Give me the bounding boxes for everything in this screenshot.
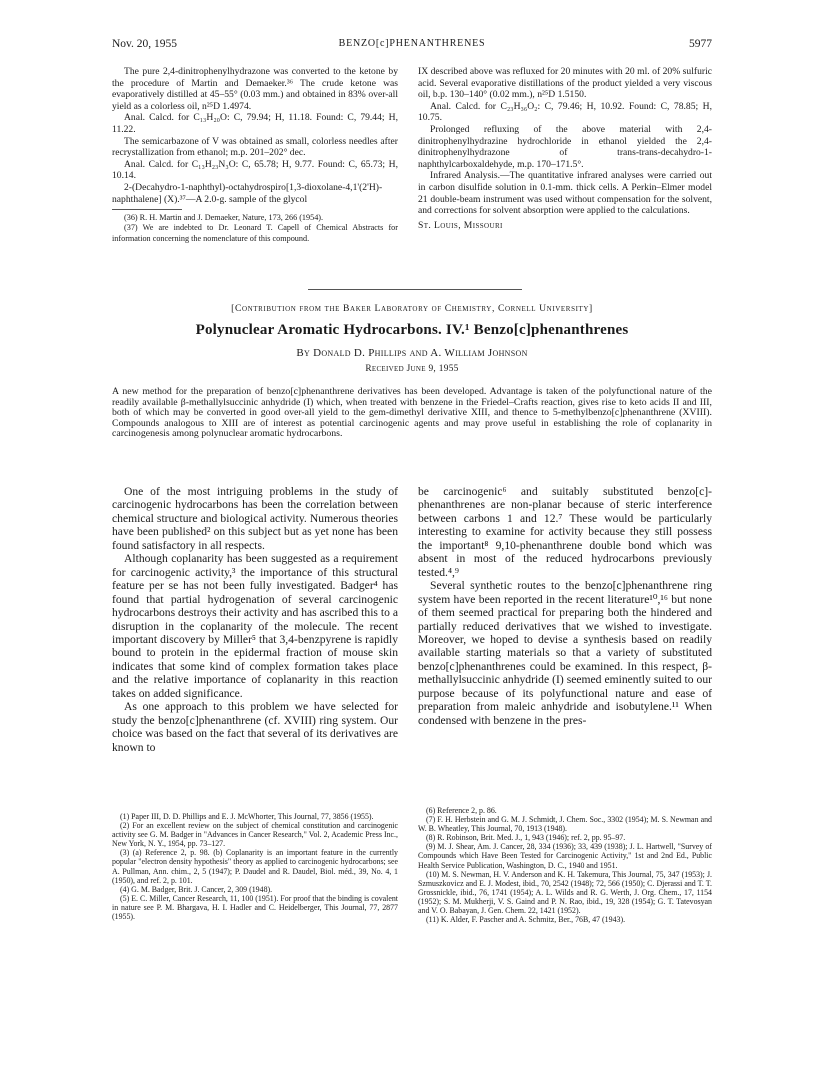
reference-item: (6) Reference 2, p. 86. [426, 806, 497, 815]
body-left-column [112, 485, 398, 754]
reference-item: (1) Paper III, D. D. Phillips and E. J. McWhorter, This Journal, 77, 3856 (1955). [120, 812, 374, 821]
reference-item: (2) For an excellent review on the subject of chemical constitution and carcinogenic activity see G. M. Badger in "Advances in Cancer Research," Vol. 2, Academic Press Inc., New York, N. Y., 1954, pp. 73–127. [112, 821, 398, 849]
references-left [112, 812, 398, 921]
paragraph: As one approach to this problem we have selected for study the benzo[c]phenanthrene (cf. XVIII) ring system. Our choice was based on the fact that several of its derivatives are known to [112, 700, 398, 754]
location-line: St. Louis, Missouri [418, 219, 503, 231]
received-date: Received June 9, 1955 [365, 364, 459, 374]
paragraph: 2-(Decahydro-1-naphthyl)-octahydrospiro[1,3-dioxolane-4,1'(2'H)-naphthalene] (X).³⁷—A 2.0-g. sample of the glycol [112, 181, 383, 205]
page-number: 5977 [689, 38, 712, 50]
reference-item: (8) R. Robinson, Brit. Med. J., 1, 943 (1946); ref. 2, pp. 95–97. [426, 833, 626, 843]
reference-item: (10) M. S. Newman, H. V. Anderson and K. H. Takemura, This Journal, 75, 347 (1953); J. Szmuszkovicz and E. J. Modest, ibid., 70, 2542 (1948); 72, 566 (1950); C. Djerassi and T. T. Grossnickle, ibid., 76, 1741 (1954); A. L. Wilds and R. G. Werth, J. Org. Chem., 17, 1154 (1952); S. M. Mukherji, V. S. Gaind and P. N. Rao, ibid., 19, 328 (1954); G. T. Tatevosyan and V. O. Babayan, J. Gen. Chem. 22, 1421 (1952). [418, 869, 712, 916]
analysis-line: Anal. Calcd. for C₁₃H₂₃N₃O: C, 65.78; H, 9.77. Found: C, 65.73; H, 10.14. [112, 158, 398, 182]
author-line: By Donald D. Phillips and A. William Johnson [296, 347, 528, 359]
paragraph: IX described above was refluxed for 20 minutes with 20 ml. of 20% sulfuric acid. Several evaporative distillations of the product yielded a very viscous oil, b.p. 130–140° (0.02 mm.), n²⁵D 1.5150. [418, 66, 712, 101]
running-head [112, 38, 712, 54]
reference-item: (3) (a) Reference 2, p. 98. (b) Coplanarity is an important feature in the currently popular "electron density hypothesis" theory as applied to carcinogenic hydrocarbons; see A. Pullman, Ann. chim., 2, 5 (1947); P. Daudel and R. Daudel, Biol. méd., 39, No. 4, 1 (1950), and ref. 2, p. 101. [112, 848, 398, 885]
article-title: Polynuclear Aromatic Hydrocarbons. IV.¹ Benzo[c]phenanthrenes [195, 322, 629, 338]
paragraph: One of the most intriguing problems in the study of carcinogenic hydrocarbons has been the correlation between chemical structure and biological activity. Numerous theories have been published² on this subject but as yet none has been found satisfactory in all respects. [112, 485, 398, 552]
previous-article-right-column [418, 66, 712, 231]
paragraph: be carcinogenic⁶ and suitably substituted benzo[c]-phenanthrenes are non-planar because of steric interference between carbons 1 and 12.⁷ These would be particularly interesting to examine for activity because they still possess the important⁸ 9,10-phenanthrene double bond which was absent in most of the reduced hydrocarbons previously tested.⁴,⁹ [418, 485, 712, 579]
paragraph: Prolonged refluxing of the above material with 2,4-dinitrophenylhydrazine hydrochloride in ethanol yielded the 2,4-dinitrophenylhydrazone of trans-trans-decahydro-1-naphthylcarboxaldehyde, m.p. 170–171.5°. [418, 123, 712, 170]
footnote: (37) We are indebted to Dr. Leonard T. Capell of Chemical Abstracts for information concerning the nomenclature of this compound. [112, 223, 398, 243]
paragraph: Infrared Analysis.—The quantitative infrared analyses were carried out in carbon disulfide solution in 0.1-mm. thick cells. A Perkin–Elmer model 21 double-beam instrument was used without compensation for the solvent, and corrections for solvent absorption were applied to the calculations. [418, 170, 712, 217]
paragraph: The semicarbazone of V was obtained as small, colorless needles after recrystallization from ethanol; m.p. 201–202° dec. [112, 135, 398, 159]
footnote-rule [112, 209, 182, 210]
analysis-line: Anal. Calcd. for C₁₃H₂₀O: C, 79.94; H, 11.18. Found: C, 79.44; H, 11.22. [112, 112, 398, 135]
reference-item: (4) G. M. Badger, Brit. J. Cancer, 2, 309 (1948). [120, 884, 273, 894]
running-title: BENZO[c]PHENANTHRENES [338, 38, 486, 49]
paragraph: Although coplanarity has been suggested as a requirement for carcinogenic activity,³ the importance of this structural feature per se has not been fully investigated. Badger⁴ has found that partial hydrogenation of several carcinogenic hydrocarbons destroys their activity and has ascribed this to a disruption in the coplanarity of the molecule. The recent important discovery by Miller⁵ that 3,4-benzpyrene is rapidly bound to protein in the epidermal fraction of mouse skin indicates that some kind of complex formation takes place and the relative importance of coplanarity in this reaction takes on added significance. [112, 552, 398, 700]
footnote: (36) R. H. Martin and J. Demaeker, Nature, 173, 266 (1954). [124, 213, 324, 223]
paragraph: The pure 2,4-dinitrophenylhydrazone was converted to the ketone by the procedure of Martin and Demaeker.³⁶ The crude ketone was evaporatively distilled at 45–55° (0.03 mm.) and obtained in 83% over-all yield as a colorless oil, n²⁵D 1.4974. [112, 66, 398, 112]
abstract: A new method for the preparation of benzo[c]phenanthrene derivatives has been developed. Advantage is taken of the polyfunctional nature of the readily available β-methallylsuccinic anhydride (I) which, when treated with benzene in the Friedel–Crafts reaction, gives rise to keto acids II and III, both of which may be converted in good over-all yield to the gem-dimethyl derivative XIII, and thence to 5-methylbenzo[c]phenanthrene (XVIII). Compounds analogous to XIII are of interest as potential carcinogenic agents and may prove useful in establishing the role of coplanarity in carcinogenesis among polynuclear aromatic hydrocarbons. [112, 386, 712, 440]
reference-item: (5) E. C. Miller, Cancer Research, 11, 100 (1951). For proof that the binding is covalent in nature see P. M. Bhargava, H. I. Hadler and C. Heidelberger, This Journal, 77, 2877 (1955). [112, 893, 398, 922]
article-divider [308, 289, 522, 290]
reference-item: (11) K. Alder, F. Pascher and A. Schmitz, Ber., 76B, 47 (1943). [426, 915, 626, 925]
analysis-line: Anal. Calcd. for C₂₃H₃₆O₂: C, 79.46; H, 10.92. Found: C, 78.85; H, 10.75. [418, 100, 712, 124]
contribution-line: [Contribution from the Baker Laboratory of Chemistry, Cornell University] [231, 303, 593, 314]
issue-date: Nov. 20, 1955 [112, 38, 178, 50]
reference-item: (9) M. J. Shear, Am. J. Cancer, 28, 334 (1936); 33, 439 (1938); J. L. Hartwell, "Survey of Compounds which Have Been Tested for Carcinogenic Activity," 1st and 2nd Ed., Public Health Service Publication, Washington, D. C., 1940 and 1951. [418, 842, 712, 870]
body-right-column [418, 485, 712, 727]
reference-item: (7) F. H. Herbstein and G. M. J. Schmidt, J. Chem. Soc., 3302 (1954); M. S. Newman and W. B. Wheatley, This Journal, 70, 1913 (1948). [418, 815, 712, 834]
previous-article-left-column [112, 66, 398, 244]
references-right [418, 806, 712, 924]
paragraph: Several synthetic routes to the benzo[c]phenanthrene ring system have been reported in the recent literature¹⁰,¹⁶ but none of them seemed practical for preparing both the hindered and partially reduced derivatives that we wished to investigate. Moreover, we hoped to devise a synthesis based on readily available starting materials so that a variety of substituted benzo[c]phenanthrenes could be examined. In this respect, β-methallylsuccinic anhydride (I) seemed eminently suited to our purpose because of its polyfunctional nature and ease of preparation from maleic anhydride and isobutylene.¹¹ When condensed with benzene in the pres- [418, 579, 712, 727]
